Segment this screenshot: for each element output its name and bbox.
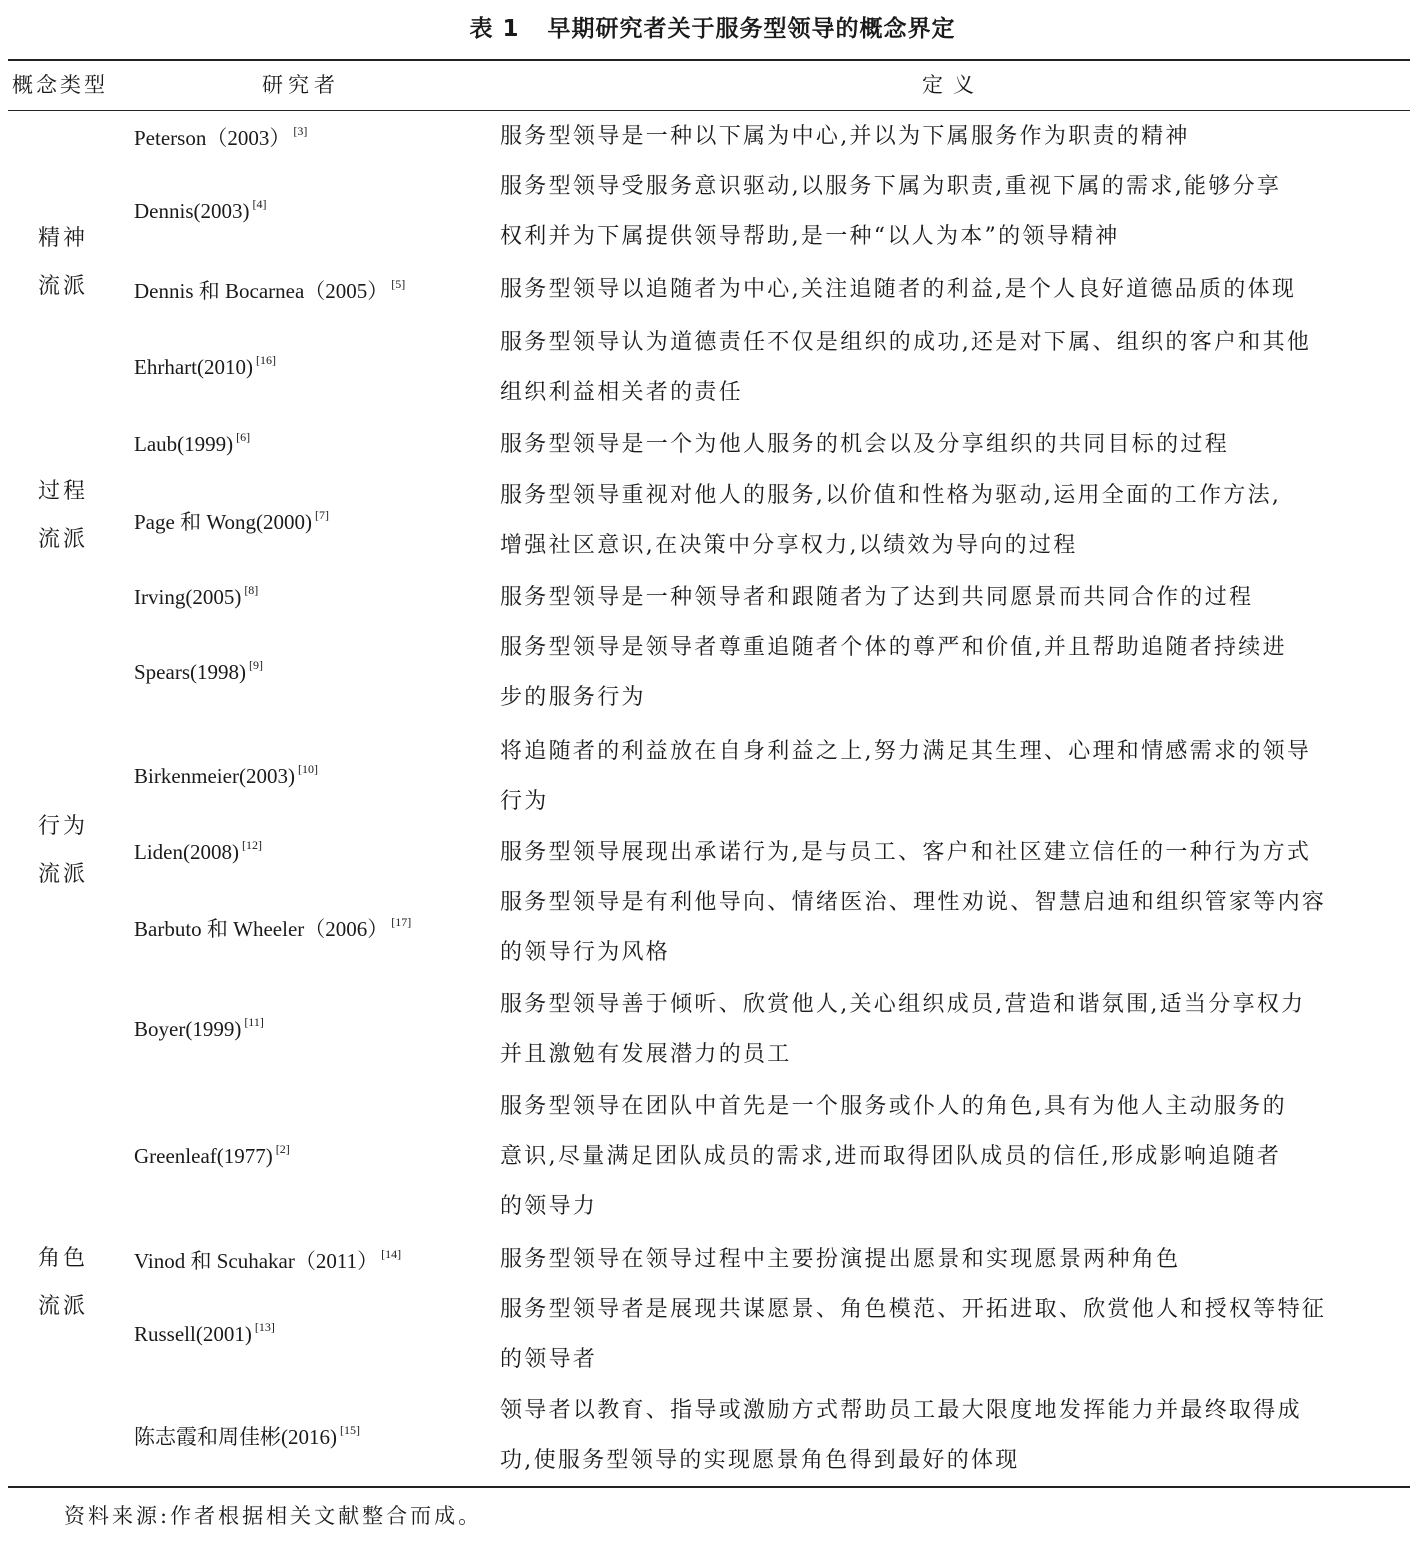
definition-line: 的领导者 xyxy=(500,1347,598,1372)
category-label xyxy=(38,215,88,311)
header-researcher: 研究者 xyxy=(262,73,340,97)
definition-cell xyxy=(500,980,1400,1080)
definition-line: 服务型领导在团队中首先是一个服务或仆人的角色,具有为他人主动服务的 xyxy=(500,1094,1287,1119)
citation-ref: [8] xyxy=(244,583,259,597)
researcher-name: Ehrhart(2010) xyxy=(134,355,253,379)
definition-line: 服务型领导是领导者尊重追随者个体的尊严和价值,并且帮助追随者持续进 xyxy=(500,635,1287,660)
definition-cell xyxy=(500,1386,1400,1486)
researcher-name: Dennis 和 Bocarnea（2005） xyxy=(134,279,389,303)
definition-line: 服务型领导是有利他导向、情绪医治、理性劝说、智慧启迪和组织管家等内容 xyxy=(500,890,1327,915)
researcher-cell xyxy=(134,1142,290,1169)
citation-ref: [4] xyxy=(252,197,267,211)
researcher-cell xyxy=(134,583,258,610)
definition-line: 意识,尽量满足团队成员的需求,进而取得团队成员的信任,形成影响追随者 xyxy=(500,1144,1282,1169)
definition-cell xyxy=(500,420,1400,470)
citation-ref: [14] xyxy=(381,1247,402,1261)
citation-ref: [3] xyxy=(293,124,308,138)
definition-line: 将追随者的利益放在自身利益之上,努力满足其生理、心理和情感需求的领导 xyxy=(500,739,1312,764)
researcher-cell xyxy=(134,762,318,789)
researcher-name: Peterson（2003） xyxy=(134,126,291,150)
definition-line: 服务型领导是一种以下属为中心,并以为下属服务作为职责的精神 xyxy=(500,124,1190,149)
category-label-line: 角色 xyxy=(38,1246,89,1271)
citation-ref: [17] xyxy=(391,915,412,929)
definition-cell xyxy=(500,1082,1400,1232)
definition-cell xyxy=(500,727,1400,827)
researcher-name: Boyer(1999) xyxy=(134,1017,242,1041)
citation-ref: [10] xyxy=(297,762,318,776)
researcher-name: Birkenmeier(2003) xyxy=(134,764,295,788)
researcher-name: Dennis(2003) xyxy=(134,199,250,223)
definition-line: 行为 xyxy=(500,789,549,814)
category-label-line: 流派 xyxy=(38,1294,89,1319)
researcher-cell xyxy=(134,1320,275,1347)
researcher-cell xyxy=(134,430,250,457)
researcher-name: Vinod 和 Scuhakar（2011） xyxy=(134,1249,379,1273)
citation-ref: [16] xyxy=(255,353,276,367)
definition-cell xyxy=(500,471,1400,571)
researcher-name: Liden(2008) xyxy=(134,840,239,864)
researcher-cell xyxy=(134,1015,264,1042)
table-title xyxy=(0,10,1425,43)
definition-line: 增强社区意识,在决策中分享权力,以绩效为导向的过程 xyxy=(500,533,1078,558)
researcher-name: Spears(1998) xyxy=(134,660,246,684)
definition-cell xyxy=(500,1235,1400,1285)
citation-ref: [13] xyxy=(254,1320,275,1334)
researcher-cell xyxy=(134,197,266,224)
citation-ref: [15] xyxy=(340,1423,360,1437)
researcher-name: 陈志霞和周佳彬(2016) xyxy=(134,1425,337,1449)
researcher-name: Greenleaf(1977) xyxy=(134,1144,273,1168)
category-label xyxy=(38,468,88,564)
researcher-name: Irving(2005) xyxy=(134,585,242,609)
researcher-cell xyxy=(134,506,329,536)
definition-cell xyxy=(500,828,1400,878)
definition-cell xyxy=(500,112,1400,162)
researcher-name: Laub(1999) xyxy=(134,432,234,456)
citation-ref: [6] xyxy=(236,430,251,444)
definition-line: 的领导行为风格 xyxy=(500,940,671,965)
researcher-cell xyxy=(134,275,405,305)
researcher-name: Page 和 Wong(2000) xyxy=(134,510,312,534)
researcher-name: Russell(2001) xyxy=(134,1322,252,1346)
citation-ref: [12] xyxy=(241,838,262,852)
definition-line: 组织利益相关者的责任 xyxy=(500,380,744,405)
researcher-cell xyxy=(134,838,262,865)
definition-cell xyxy=(500,318,1400,418)
source-note: 资料来源:作者根据相关文献整合而成。 xyxy=(64,1504,483,1528)
definition-line: 步的服务行为 xyxy=(500,685,646,710)
header-rule xyxy=(8,110,1410,111)
researcher-cell xyxy=(134,353,276,380)
definition-cell xyxy=(500,573,1400,623)
category-label-line: 精神 xyxy=(38,226,89,251)
researcher-cell xyxy=(134,1245,401,1275)
definition-cell xyxy=(500,623,1400,723)
category-label-line: 过程 xyxy=(38,479,89,504)
researcher-cell xyxy=(134,658,263,685)
citation-ref: [2] xyxy=(275,1142,290,1156)
definition-line: 服务型领导重视对他人的服务,以价值和性格为驱动,运用全面的工作方法, xyxy=(500,483,1282,508)
citation-ref: [7] xyxy=(314,508,329,522)
definition-line: 服务型领导认为道德责任不仅是组织的成功,还是对下属、组织的客户和其他 xyxy=(500,330,1312,355)
definition-line: 服务型领导是一个为他人服务的机会以及分享组织的共同目标的过程 xyxy=(500,432,1230,457)
table-number: 表 1 xyxy=(469,16,520,42)
header-definition: 定义 xyxy=(922,73,984,97)
researcher-cell xyxy=(134,1421,360,1451)
bottom-rule xyxy=(8,1486,1410,1488)
citation-ref: [11] xyxy=(244,1015,264,1029)
definition-line: 服务型领导者是展现共谋愿景、角色模范、开拓进取、欣赏他人和授权等特征 xyxy=(500,1297,1327,1322)
definition-line: 并且激勉有发展潜力的员工 xyxy=(500,1042,792,1067)
table-title-text: 早期研究者关于服务型领导的概念界定 xyxy=(547,16,956,42)
citation-ref: [9] xyxy=(248,658,263,672)
category-label xyxy=(38,1235,88,1331)
researcher-cell xyxy=(134,122,307,152)
definition-line: 服务型领导展现出承诺行为,是与员工、客户和社区建立信任的一种行为方式 xyxy=(500,840,1312,865)
researcher-cell xyxy=(134,913,411,943)
category-label-line: 流派 xyxy=(38,274,89,299)
definition-line: 的领导力 xyxy=(500,1194,598,1219)
category-label-line: 流派 xyxy=(38,862,89,887)
researcher-name: Barbuto 和 Wheeler（2006） xyxy=(134,917,389,941)
definition-line: 服务型领导是一种领导者和跟随者为了达到共同愿景而共同合作的过程 xyxy=(500,585,1254,610)
definition-cell xyxy=(500,878,1400,978)
definition-line: 领导者以教育、指导或激励方式帮助员工最大限度地发挥能力并最终取得成 xyxy=(500,1398,1302,1423)
citation-ref: [5] xyxy=(391,277,406,291)
definition-cell xyxy=(500,162,1400,262)
category-label-line: 行为 xyxy=(38,814,89,839)
definition-line: 服务型领导受服务意识驱动,以服务下属为职责,重视下属的需求,能够分享 xyxy=(500,174,1282,199)
definition-line: 服务型领导善于倾听、欣赏他人,关心组织成员,营造和谐氛围,适当分享权力 xyxy=(500,992,1306,1017)
definition-cell xyxy=(500,1285,1400,1385)
definition-line: 功,使服务型领导的实现愿景角色得到最好的体现 xyxy=(500,1448,1020,1473)
definition-cell xyxy=(500,265,1400,315)
definition-line: 权利并为下属提供领导帮助,是一种“以人为本”的领导精神 xyxy=(500,224,1120,249)
definition-line: 服务型领导在领导过程中主要扮演提出愿景和实现愿景两种角色 xyxy=(500,1247,1181,1272)
definition-line: 服务型领导以追随者为中心,关注追随者的利益,是个人良好道德品质的体现 xyxy=(500,277,1297,302)
category-label xyxy=(38,803,88,899)
header-concept-type: 概念类型 xyxy=(12,73,108,97)
category-label-line: 流派 xyxy=(38,527,89,552)
top-rule xyxy=(8,59,1410,61)
